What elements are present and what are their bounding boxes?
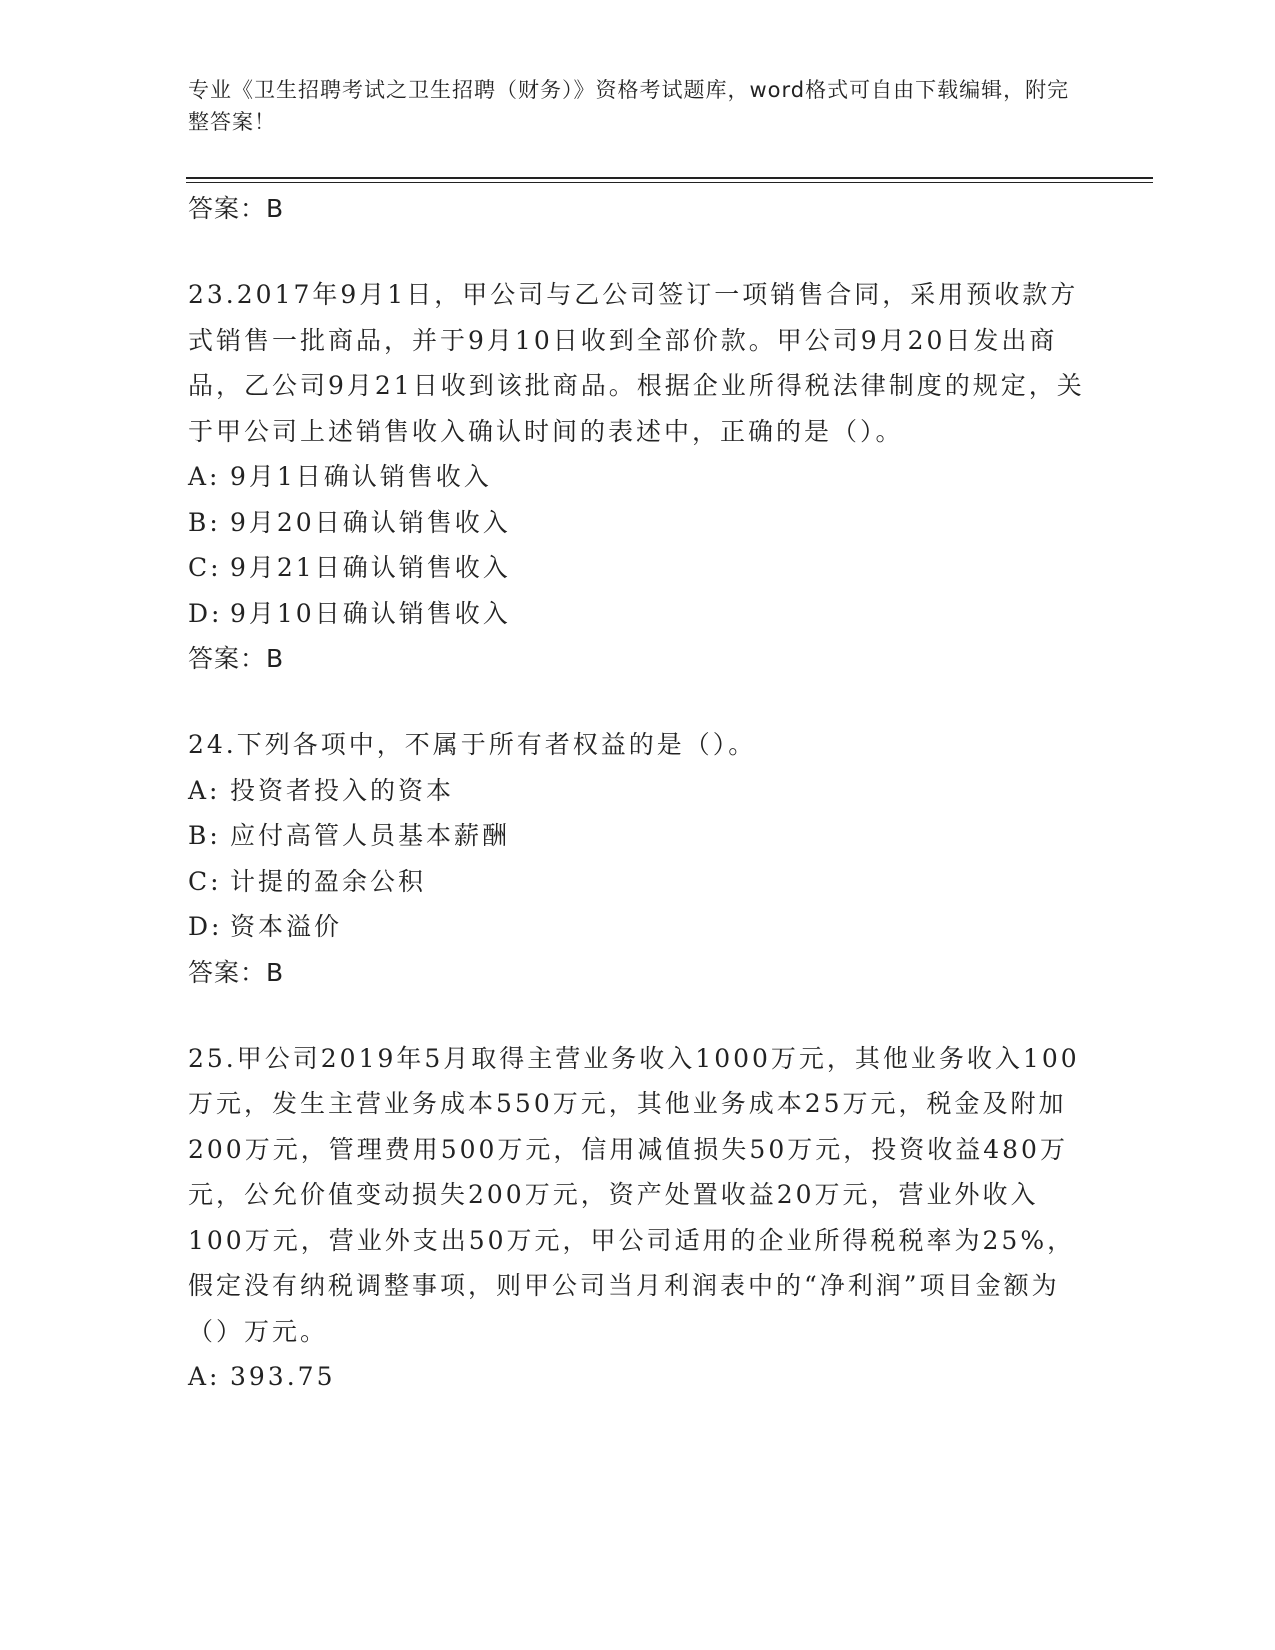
header-divider-thick [186, 177, 1153, 179]
question-stem: 24.下列各项中，不属于所有者权益的是（）。 [188, 730, 757, 759]
question-list [188, 186, 1088, 1400]
spacer [188, 996, 1088, 1036]
option-key: B: [188, 821, 221, 850]
option-text: 9月21日确认销售收入 [230, 553, 511, 582]
question-23 [188, 272, 1088, 682]
option-text: 393.75 [230, 1362, 336, 1391]
option-key: A: [188, 775, 221, 805]
option-b [188, 500, 1088, 546]
question-stem: 23.2017年9月1日，甲公司与乙公司签订一项销售合同，采用预收款方式销售一批商品，并于9月10日收到全部价款。甲公司9月20日发出商品，乙公司9月21日收到该批商品。根据企业所得税法律制度的规定，关于甲公司上述销售收入确认时间的表述中，正确的是（）。 [188, 280, 1085, 446]
option-key: C: [188, 553, 222, 582]
previous-answer: 答案：B [188, 194, 285, 223]
option-text: 9月1日确认销售收入 [230, 462, 492, 491]
spacer [188, 682, 1088, 722]
option-a [188, 768, 1088, 814]
option-key: A: [188, 1362, 221, 1391]
option-text: 资本溢价 [230, 912, 343, 941]
question-stem: 25.甲公司2019年5月取得主营业务收入1000万元，其他业务收入100万元，发生主营业务成本550万元，其他业务成本25万元，税金及附加200万元，管理费用500万元，信用减值损失50万元，投资收益480万元，公允价值变动损失200万元，资产处置收益20万元，营业外收入100万元，营业外支出50万元，甲公司适用的企业所得税税率为25%，假定没有纳税调整事项，则甲公司当月利润表中的“净利润”项目金额为（）万元。 [188, 1043, 1080, 1346]
option-text: 计提的盈余公积 [230, 866, 427, 896]
option-b [188, 813, 1088, 859]
option-text: 应付高管人员基本薪酬 [230, 821, 511, 850]
option-text: 投资者投入的资本 [230, 775, 455, 805]
option-text: 9月20日确认销售收入 [230, 507, 511, 537]
option-key: B: [188, 507, 221, 537]
option-key: D: [188, 912, 223, 941]
question-24 [188, 722, 1088, 996]
option-key: C: [188, 866, 222, 896]
spacer [188, 232, 1088, 272]
option-a [188, 1354, 1088, 1400]
question-25 [188, 1036, 1088, 1400]
option-text: 9月10日确认销售收入 [230, 598, 511, 628]
option-c [188, 859, 1088, 905]
document-header: 专业《卫生招聘考试之卫生招聘（财务）》资格考试题库，word格式可自由下载编辑，附完整答案！ [188, 78, 1070, 134]
option-d [188, 904, 1088, 950]
option-c [188, 545, 1088, 591]
header-divider-thin [186, 182, 1153, 183]
option-key: A: [188, 462, 221, 491]
option-a [188, 454, 1088, 500]
question-answer: 答案：B [188, 644, 285, 673]
option-key: D: [188, 598, 223, 628]
question-answer: 答案：B [188, 957, 285, 987]
option-d [188, 591, 1088, 637]
